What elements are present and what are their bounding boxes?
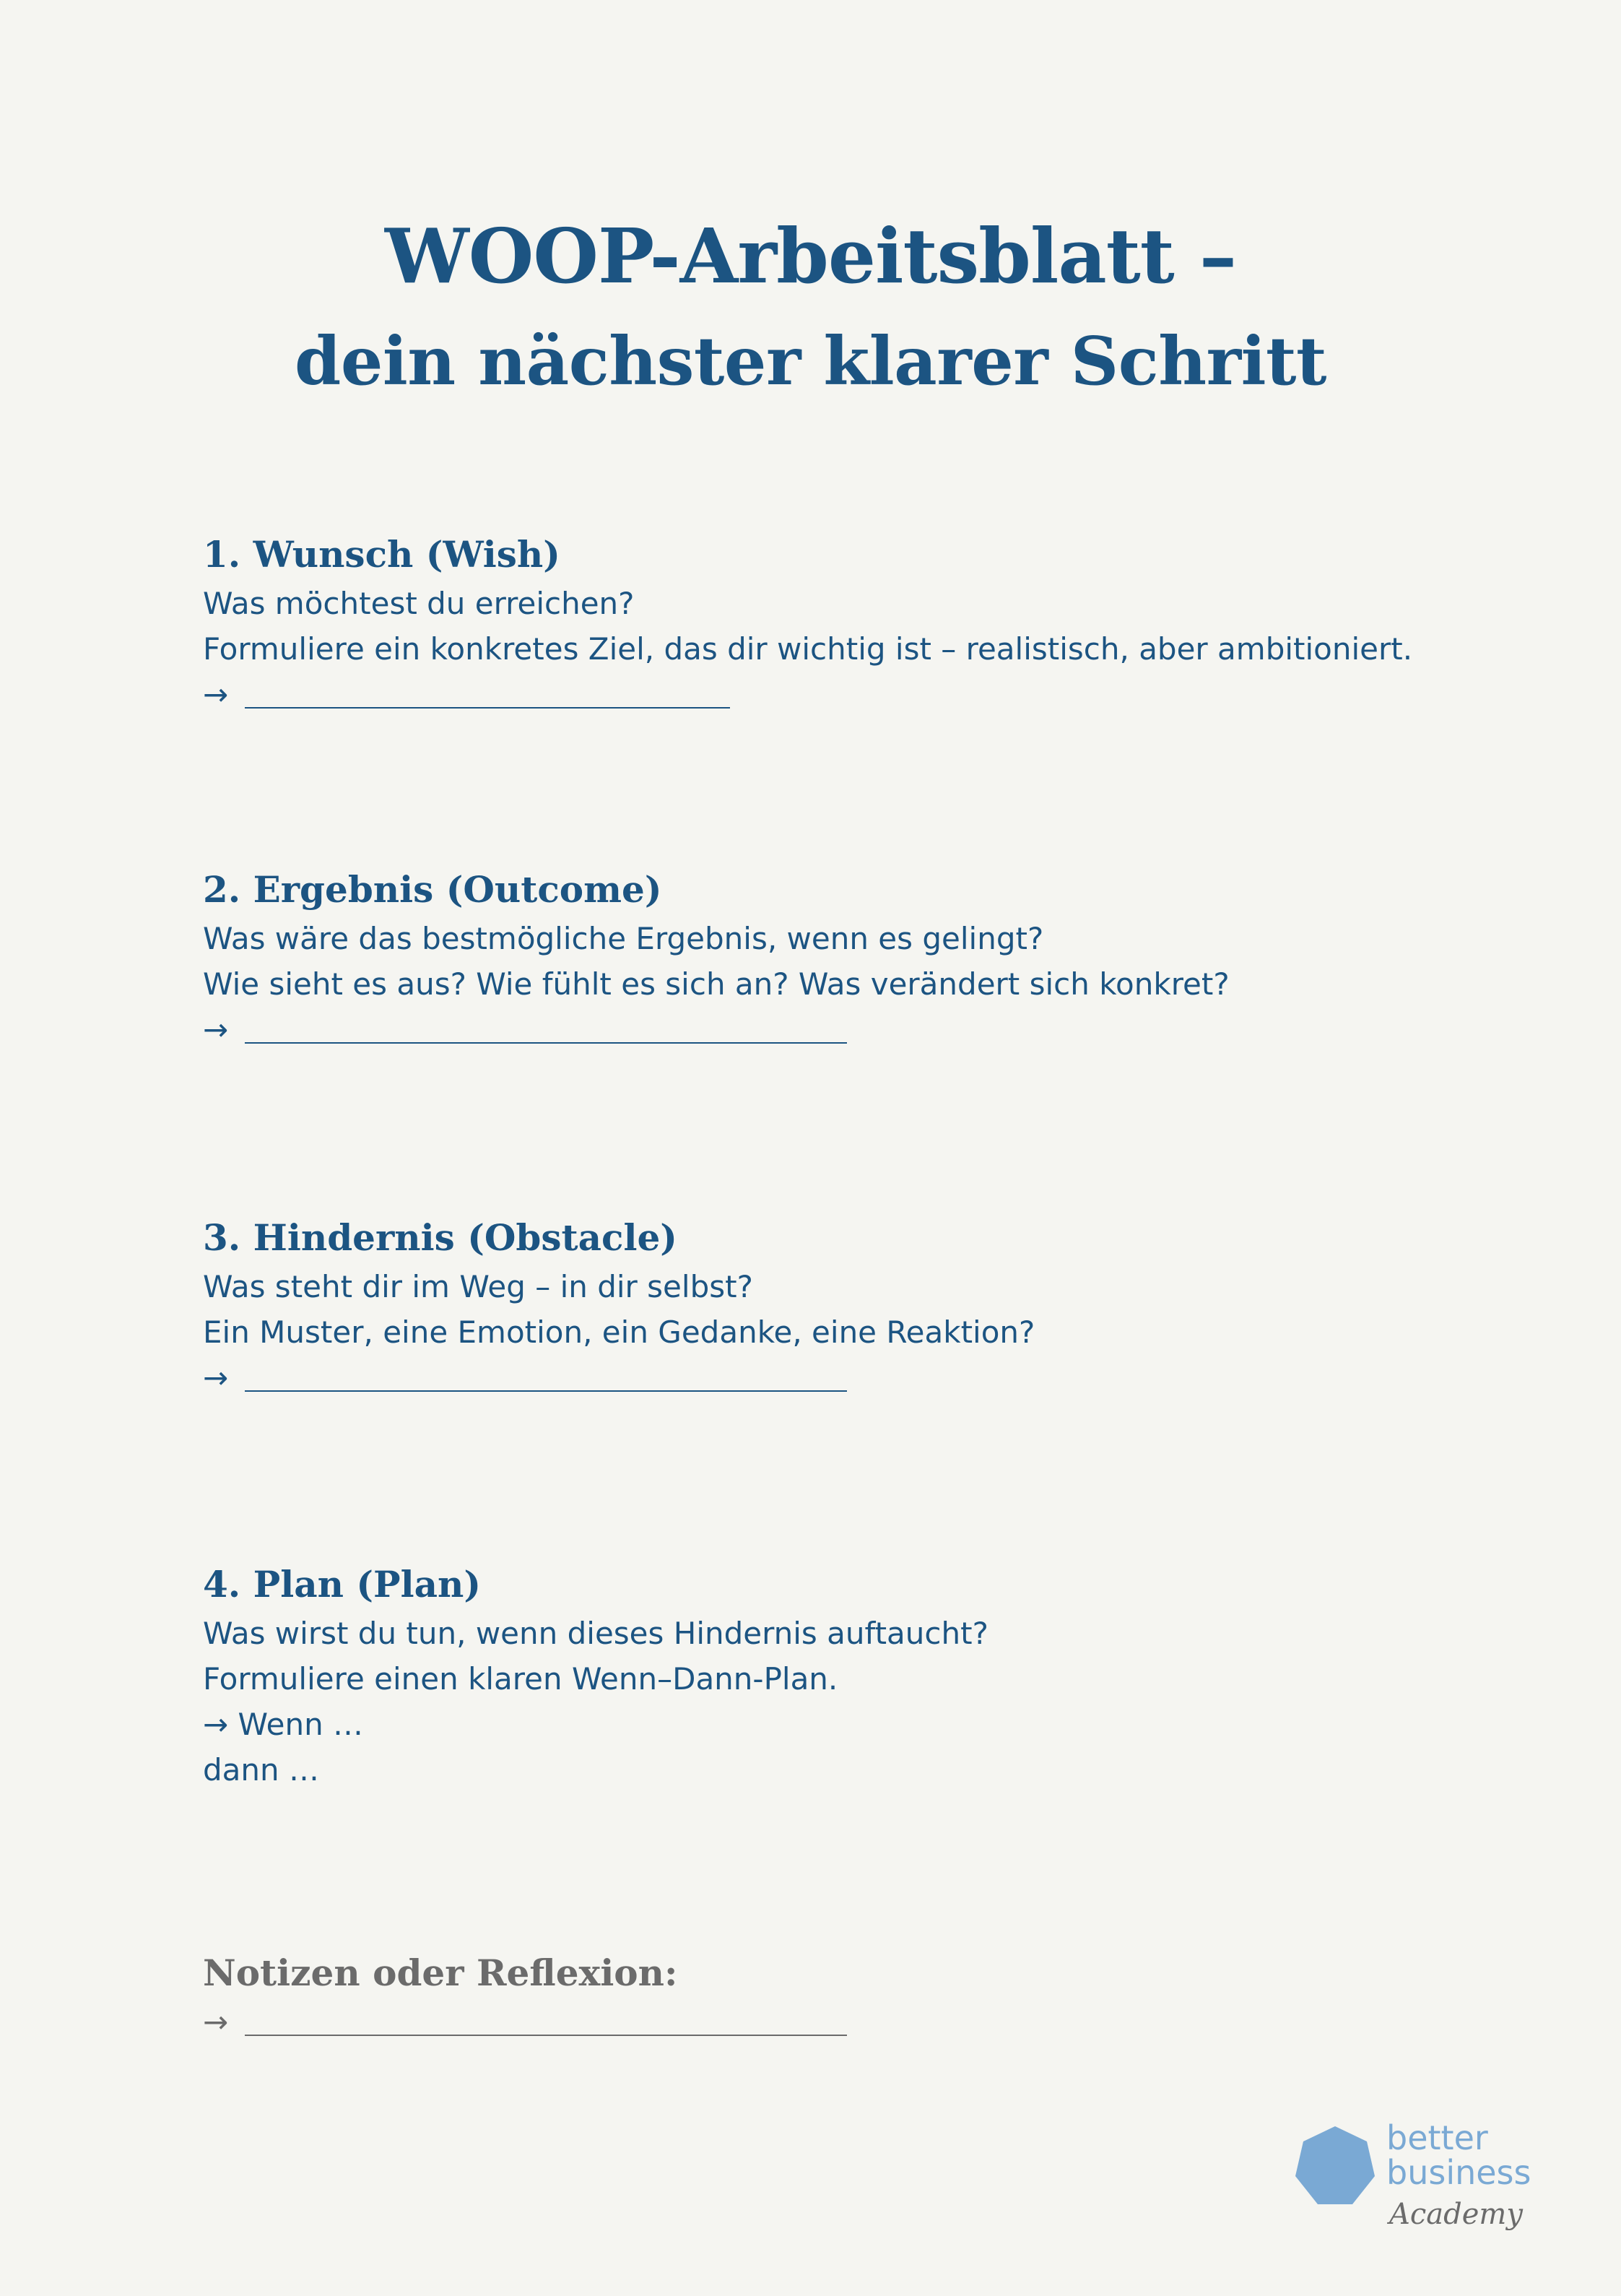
section-heading: 2. Ergebnis (Outcome)	[203, 868, 662, 911]
answer-field-obstacle[interactable]	[203, 1355, 1539, 1400]
section-plan	[203, 1563, 1539, 1793]
section-heading: 3. Hindernis (Obstacle)	[203, 1216, 677, 1259]
plan-if-line[interactable]: → Wenn …	[203, 1707, 364, 1742]
section-hint: Ein Muster, eine Emotion, ein Gedanke, eine Reaktion?	[203, 1314, 1035, 1350]
section-hint: Formuliere ein konkretes Ziel, das dir wichtig ist – realistisch, aber ambitioniert.	[203, 631, 1413, 667]
arrow-icon: →	[203, 2004, 229, 2040]
logo-wordmark	[1386, 2120, 1531, 2190]
arrow-icon: →	[203, 677, 229, 712]
section-notes	[203, 1951, 1539, 2045]
answer-line[interactable]	[245, 707, 730, 709]
answer-field-outcome[interactable]	[203, 1007, 1539, 1052]
section-question: Was möchtest du erreichen?	[203, 586, 635, 621]
section-hint: Wie sieht es aus? Wie fühlt es sich an? Was verändert sich konkret?	[203, 966, 1230, 1002]
answer-line[interactable]	[245, 1390, 847, 1392]
answer-field-wish[interactable]	[203, 672, 1539, 717]
page-title: WOOP-Arbeitsblatt –	[384, 212, 1237, 300]
section-question: Was wäre das bestmögliche Ergebnis, wenn es gelingt?	[203, 921, 1044, 956]
answer-field-notes[interactable]	[203, 1999, 1539, 2045]
logo-word-academy: Academy	[1389, 2198, 1523, 2231]
page-subtitle: dein nächster klarer Schritt	[294, 322, 1327, 400]
section-hint: Formuliere einen klaren Wenn–Dann-Plan.	[203, 1661, 838, 1697]
logo-word-better: better	[1386, 2118, 1488, 2157]
answer-line[interactable]	[245, 2035, 847, 2036]
notes-heading: Notizen oder Reflexion:	[203, 1951, 678, 1994]
arrow-icon: →	[203, 1012, 229, 1047]
heptagon-logo-icon	[1292, 2123, 1378, 2209]
section-wish	[203, 533, 1539, 717]
section-question: Was steht dir im Weg – in dir selbst?	[203, 1269, 753, 1304]
answer-line[interactable]	[245, 1042, 847, 1044]
section-obstacle	[203, 1216, 1539, 1400]
section-question: Was wirst du tun, wenn dieses Hindernis auftaucht?	[203, 1616, 988, 1651]
section-outcome	[203, 868, 1539, 1052]
section-heading: 1. Wunsch (Wish)	[203, 533, 560, 576]
arrow-icon: →	[203, 1360, 229, 1395]
brand-logo	[1292, 2120, 1567, 2243]
section-heading: 4. Plan (Plan)	[203, 1563, 482, 1606]
logo-word-business: business	[1386, 2153, 1531, 2192]
plan-then-line[interactable]: dann …	[203, 1752, 319, 1788]
